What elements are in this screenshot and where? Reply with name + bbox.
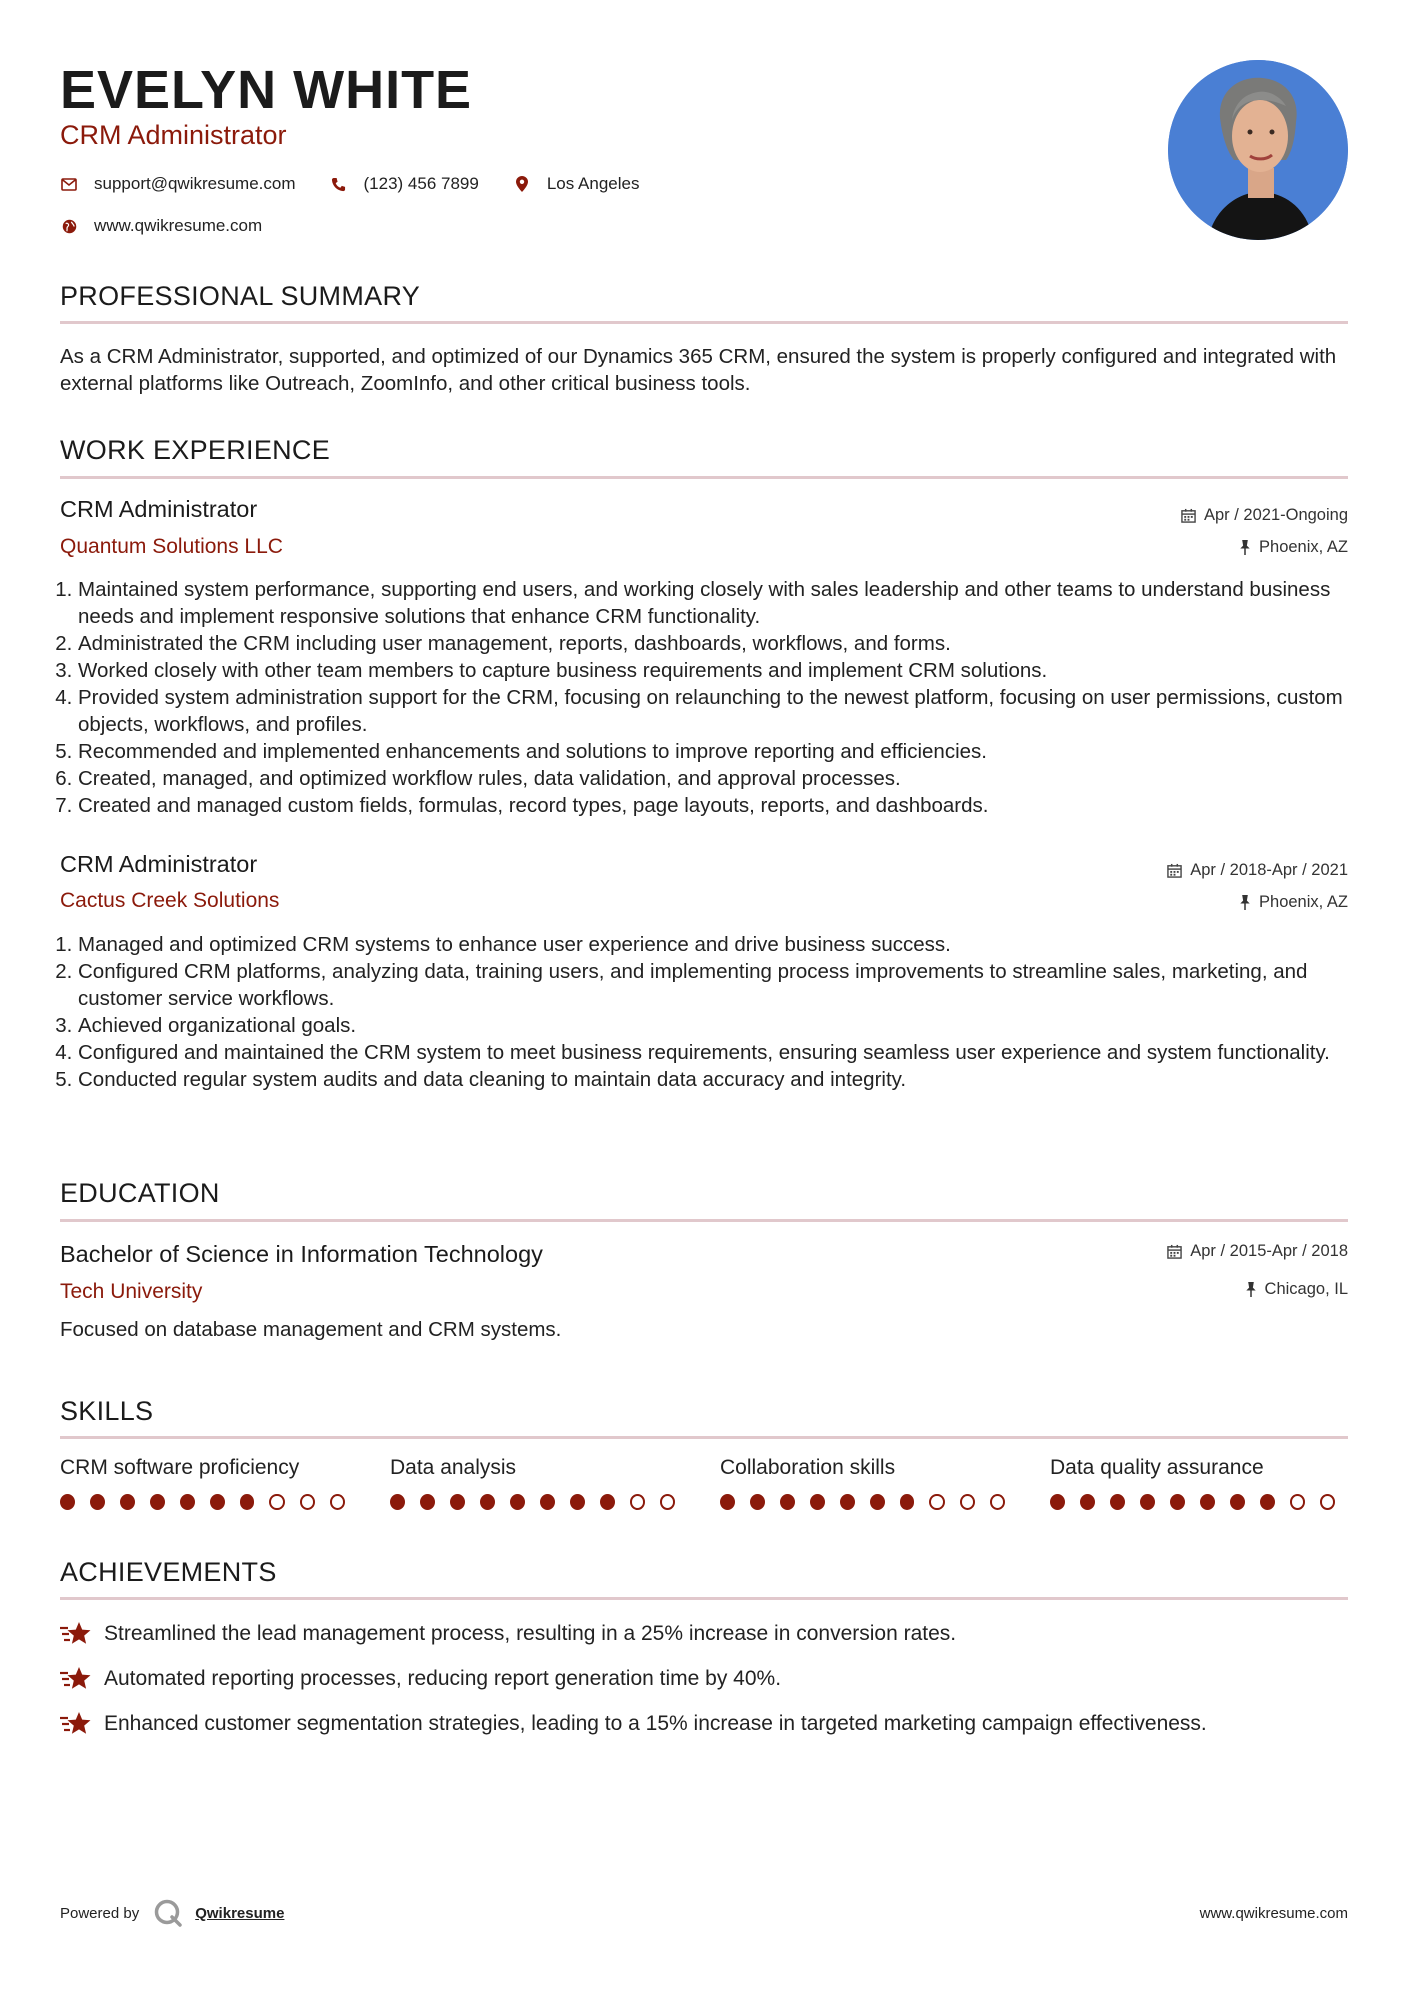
duty-item: 4. Provided system administration support for the CRM, focusing on relaunching to the newest platform, focusing on user permissions, custom objects, workflows, and profiles. (78, 684, 1366, 738)
candidate-name: EVELYN WHITE (60, 60, 473, 120)
skill-rating (60, 1494, 360, 1510)
portrait-illustration (1168, 60, 1348, 240)
rating-dot-filled (540, 1494, 555, 1510)
calendar-icon (1181, 508, 1196, 523)
skill-item (1050, 1456, 1350, 1510)
education-dates-text: Apr / 2015-Apr / 2018 (1190, 1242, 1348, 1260)
skill-name: CRM software proficiency (60, 1456, 300, 1479)
achievement-text: Enhanced customer segmentation strategies, leading to a 15% increase in targeted marketing campaign effectiveness. (104, 1712, 1207, 1735)
rating-dot-filled (720, 1494, 735, 1510)
phone-icon (330, 175, 348, 193)
job-2-dates (1167, 861, 1348, 880)
duty-item: 3. Achieved organizational goals. (78, 1012, 1366, 1039)
achievement-item (60, 1710, 1207, 1738)
rating-dot-empty (300, 1494, 315, 1510)
job-1-dates-text: Apr / 2021-Ongoing (1203, 506, 1348, 524)
rating-dot-filled (1110, 1494, 1125, 1510)
duty-item: 2. Configured CRM platforms, analyzing data, training users, and implementing process improvements to streamline sales, marketing, and customer service workflows. (78, 958, 1366, 1012)
candidate-role: CRM Administrator (60, 120, 287, 150)
experience-heading: WORK EXPERIENCE (60, 435, 331, 465)
job-1-location-text: Phoenix, AZ (1259, 538, 1348, 556)
rating-dot-empty (330, 1494, 345, 1510)
skill-name: Data quality assurance (1050, 1456, 1264, 1479)
skill-item (60, 1456, 360, 1510)
star-icon (60, 1665, 92, 1693)
duty-item: 7. Created and managed custom fields, formulas, record types, page layouts, reports, and dashboards. (78, 792, 1366, 819)
rating-dot-filled (1080, 1494, 1095, 1510)
pushpin-icon (1245, 1282, 1257, 1297)
rating-dot-filled (840, 1494, 855, 1510)
rating-dot-empty (1320, 1494, 1335, 1510)
rating-dot-filled (1170, 1494, 1185, 1510)
duty-item: 3. Worked closely with other team members to capture business requirements and implement CRM solutions. (78, 657, 1366, 684)
duty-item: 1. Maintained system performance, supporting end users, and working closely with sales leadership and other teams to understand business needs and implement responsive solutions that enhance CRM functionality. (78, 576, 1366, 630)
location-text: Los Angeles (546, 174, 640, 193)
summary-heading: PROFESSIONAL SUMMARY (60, 281, 421, 311)
duty-item: 1. Managed and optimized CRM systems to enhance user experience and drive business success. (78, 931, 1366, 958)
summary-text: As a CRM Administrator, supported, and optimized of our Dynamics 365 CRM, ensured the system is properly configured and integrated with external platforms like Outreach, ZoomInfo, and other critical business tools. (60, 345, 1337, 395)
rating-dot-filled (810, 1494, 825, 1510)
phone-text: (123) 456 7899 (363, 174, 479, 193)
rating-dot-empty (990, 1494, 1005, 1510)
star-icon (60, 1620, 92, 1648)
resume-page (60, 0, 1348, 1990)
rating-dot-empty (960, 1494, 975, 1510)
duty-item: 4. Configured and maintained the CRM system to meet business requirements, ensuring seamless user experience and system functionality. (78, 1039, 1366, 1066)
email-text: support@qwikresume.com (94, 174, 296, 193)
rating-dot-filled (1200, 1494, 1215, 1510)
rating-dot-filled (390, 1494, 405, 1510)
calendar-icon (1167, 863, 1182, 878)
rating-dot-filled (90, 1494, 105, 1510)
rating-dot-filled (780, 1494, 795, 1510)
achievements-divider (60, 1597, 1348, 1600)
rating-dot-empty (929, 1494, 944, 1510)
education-dates (1167, 1242, 1348, 1261)
map-pin-icon (513, 175, 531, 193)
powered-by-label: Powered by (60, 1904, 140, 1922)
education-location-text: Chicago, IL (1264, 1280, 1348, 1298)
skill-rating (390, 1494, 690, 1510)
job-1-title: CRM Administrator (60, 496, 258, 522)
duty-item: 5. Conducted regular system audits and data cleaning to maintain data accuracy and integrity. (78, 1066, 1366, 1093)
rating-dot-filled (510, 1494, 525, 1510)
job-1-company: Quantum Solutions LLC (60, 535, 283, 558)
skill-item (390, 1456, 690, 1510)
education-school: Tech University (60, 1280, 203, 1303)
star-icon (60, 1710, 92, 1738)
rating-dot-empty (269, 1494, 284, 1510)
pushpin-icon (1239, 895, 1251, 910)
rating-dot-filled (900, 1494, 915, 1510)
rating-dot-filled (870, 1494, 885, 1510)
job-2-title: CRM Administrator (60, 851, 258, 877)
rating-dot-filled (1140, 1494, 1155, 1510)
rating-dot-empty (660, 1494, 675, 1510)
contact-website[interactable] (60, 216, 262, 236)
skill-name: Collaboration skills (720, 1456, 896, 1479)
globe-icon (60, 217, 78, 235)
rating-dot-filled (420, 1494, 435, 1510)
skill-rating (720, 1494, 1020, 1510)
qwikresume-logo-icon (153, 1898, 183, 1928)
achievement-item (60, 1665, 781, 1693)
contact-location (513, 174, 640, 194)
job-2-duties (60, 931, 1366, 1093)
rating-dot-filled (1050, 1494, 1065, 1510)
skill-rating (1050, 1494, 1350, 1510)
contact-row (60, 174, 673, 194)
qwikresume-link[interactable]: Qwikresume (195, 1904, 285, 1922)
rating-dot-filled (60, 1494, 75, 1510)
envelope-icon (60, 175, 78, 193)
job-1-duties (60, 576, 1366, 819)
education-location (1245, 1280, 1348, 1299)
contact-email[interactable] (60, 174, 296, 194)
rating-dot-filled (120, 1494, 135, 1510)
skill-item (720, 1456, 1020, 1510)
education-degree: Bachelor of Science in Information Technology (60, 1241, 543, 1267)
experience-divider (60, 476, 1348, 479)
pushpin-icon (1239, 540, 1251, 555)
rating-dot-filled (180, 1494, 195, 1510)
skill-name: Data analysis (390, 1456, 517, 1479)
contact-row-web (60, 216, 296, 236)
rating-dot-filled (570, 1494, 585, 1510)
education-divider (60, 1219, 1348, 1222)
job-2-location (1239, 893, 1348, 912)
education-note: Focused on database management and CRM systems. (60, 1318, 562, 1341)
job-1-dates (1181, 506, 1348, 525)
duty-item: 6. Created, managed, and optimized workflow rules, data validation, and approval processes. (78, 765, 1366, 792)
rating-dot-filled (1230, 1494, 1245, 1510)
contact-phone[interactable] (330, 174, 479, 194)
education-heading: EDUCATION (60, 1178, 220, 1208)
achievement-item (60, 1620, 956, 1648)
calendar-icon (1167, 1244, 1182, 1259)
job-1-location (1239, 538, 1348, 557)
achievements-heading: ACHIEVEMENTS (60, 1557, 277, 1587)
rating-dot-filled (210, 1494, 225, 1510)
summary-divider (60, 321, 1348, 324)
skills-heading: SKILLS (60, 1396, 154, 1426)
footer-website[interactable]: www.qwikresume.com (1199, 1905, 1348, 1922)
profile-photo (1168, 60, 1348, 240)
duty-item: 2. Administrated the CRM including user management, reports, dashboards, workflows, and forms. (78, 630, 1366, 657)
rating-dot-filled (1260, 1494, 1275, 1510)
footer-branding (60, 1898, 284, 1928)
rating-dot-filled (450, 1494, 465, 1510)
rating-dot-empty (1290, 1494, 1305, 1510)
rating-dot-filled (600, 1494, 615, 1510)
rating-dot-filled (150, 1494, 165, 1510)
job-2-location-text: Phoenix, AZ (1259, 893, 1348, 911)
job-2-dates-text: Apr / 2018-Apr / 2021 (1190, 861, 1348, 879)
duty-item: 5. Recommended and implemented enhancements and solutions to improve reporting and efficiencies. (78, 738, 1366, 765)
skills-divider (60, 1436, 1348, 1439)
achievement-text: Streamlined the lead management process, resulting in a 25% increase in conversion rates. (104, 1622, 957, 1645)
achievement-text: Automated reporting processes, reducing report generation time by 40%. (104, 1667, 782, 1690)
job-2-company: Cactus Creek Solutions (60, 889, 280, 912)
rating-dot-filled (240, 1494, 255, 1510)
rating-dot-empty (630, 1494, 645, 1510)
website-text: www.qwikresume.com (94, 216, 263, 235)
rating-dot-filled (480, 1494, 495, 1510)
rating-dot-filled (750, 1494, 765, 1510)
